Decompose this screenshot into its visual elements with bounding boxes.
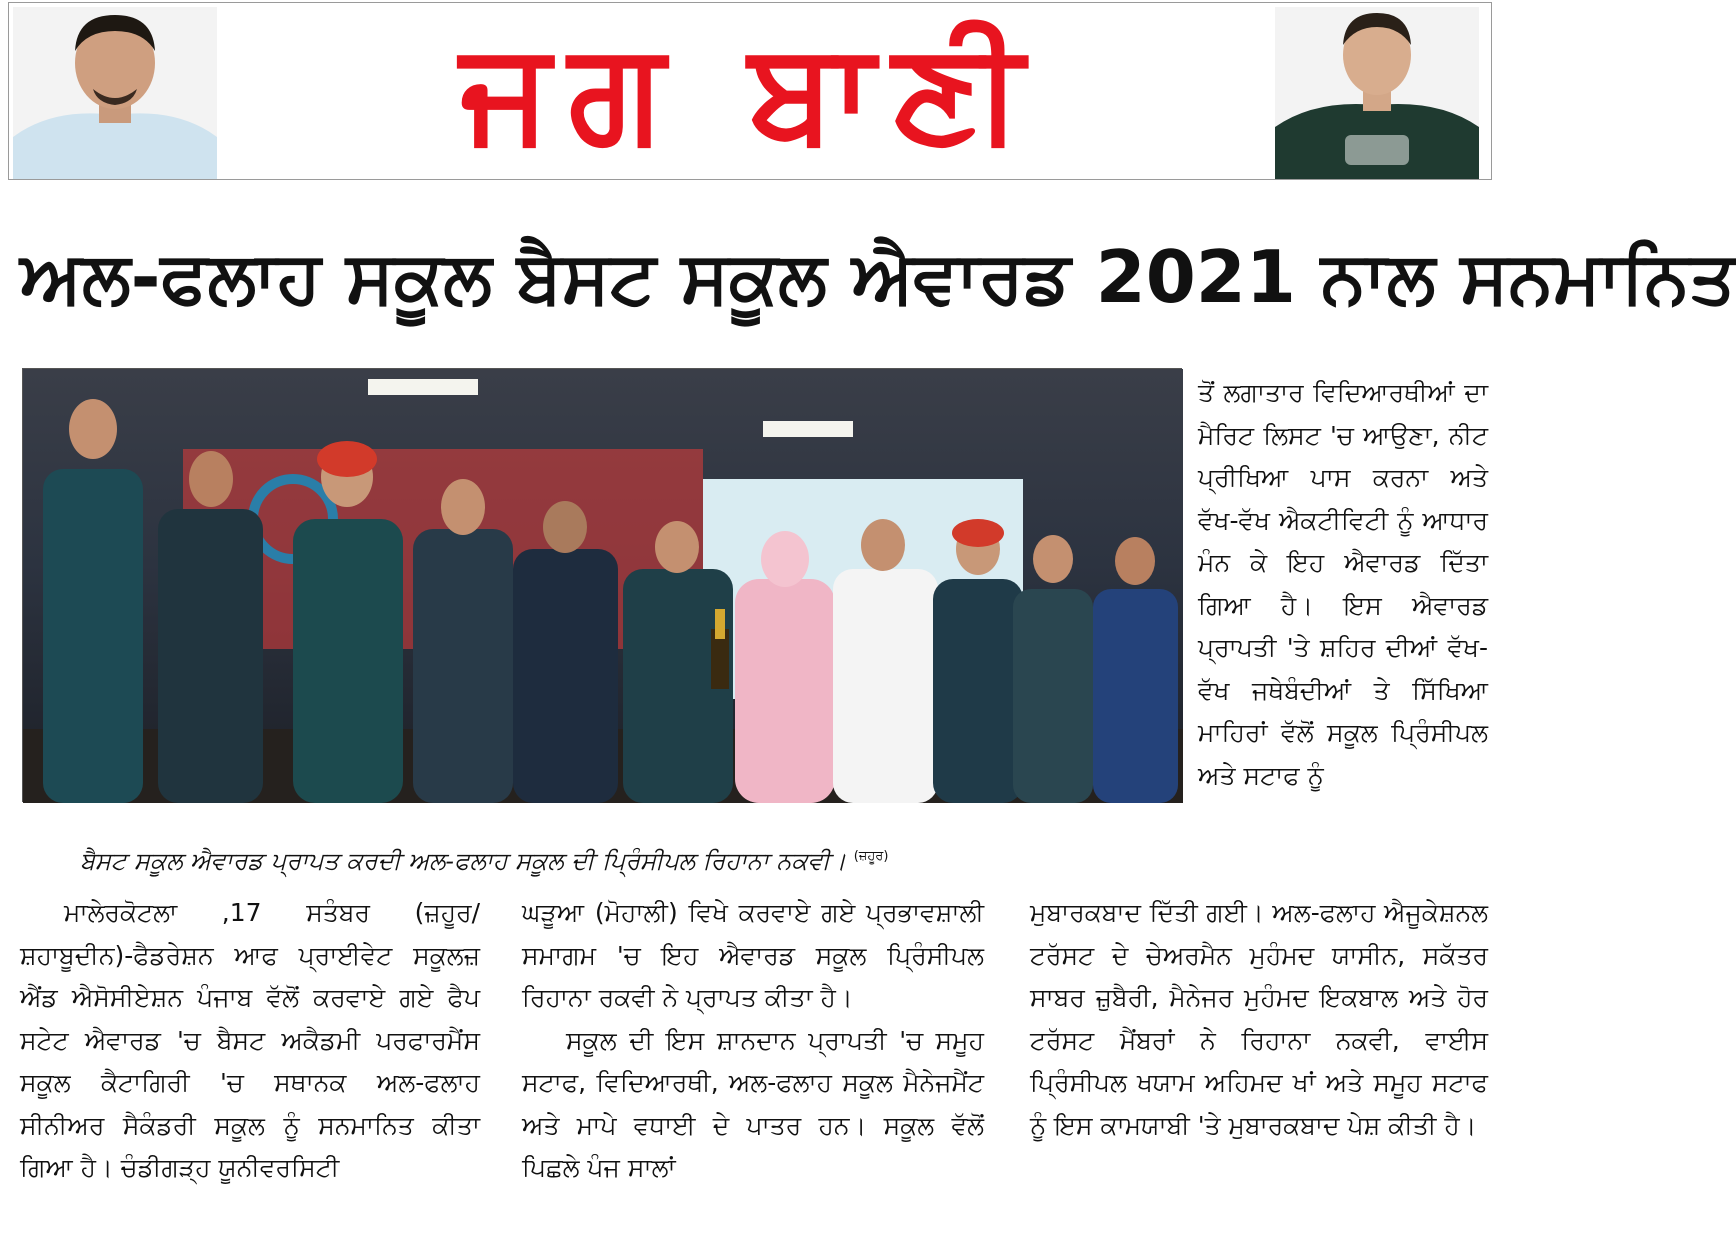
portrait-right	[1275, 7, 1479, 179]
portrait-left	[13, 7, 217, 179]
article-column-1	[20, 892, 480, 1242]
photo-caption	[80, 832, 1170, 882]
caption-text: ਬੈਸਟ ਸਕੂਲ ਐਵਾਰਡ ਪ੍ਰਾਪਤ ਕਰਦੀ ਅਲ-ਫਲਾਹ ਸਕੂਲ ਦੀ ਪ੍ਰਿੰਸੀਪਲ ਰਿਹਾਨਾ ਨਕਵੀ।	[80, 847, 847, 875]
caption-credit: (ਜ਼ਹੂਰ)	[853, 849, 889, 864]
article-paragraph: ਤੋਂ ਲਗਾਤਾਰ ਵਿਦਿਆਰਥੀਆਂ ਦਾ ਮੈਰਿਟ ਲਿਸਟ 'ਚ ਆਉਣਾ, ਨੀਟ ਪ੍ਰੀਖਿਆ ਪਾਸ ਕਰਨਾ ਅਤੇ ਵੱਖ-ਵੱਖ ਐਕਟੀਵਿਟੀ ਨੂੰ ਆਧਾਰ ਮੰਨ ਕੇ ਇਹ ਐਵਾਰਡ ਦਿੱਤਾ ਗਿਆ ਹੈ। ਇਸ ਐਵਾਰਡ ਪ੍ਰਾਪਤੀ 'ਤੇ ਸ਼ਹਿਰ ਦੀਆਂ ਵੱਖ-ਵੱਖ ਜਥੇਬੰਦੀਆਂ ਤੇ ਸਿੱਖਿਆ ਮਾਹਿਰਾਂ ਵੱਲੋਂ ਸਕੂਲ ਪ੍ਰਿੰਸੀਪਲ ਅਤੇ ਸਟਾਫ ਨੂੰ	[1198, 378, 1488, 790]
award-ceremony-photo	[22, 368, 1182, 802]
headline: ਅਲ-ਫਲਾਹ ਸਕੂਲ ਬੈਸਟ ਸਕੂਲ ਐਵਾਰਡ 2021 ਨਾਲ ਸਨਮਾਨਿਤ	[20, 235, 1736, 319]
award-ceremony-image	[23, 369, 1183, 803]
article-column-2	[522, 892, 984, 1242]
masthead	[8, 2, 1492, 180]
article-column-3	[1030, 892, 1488, 1242]
article-column-3-top	[1198, 372, 1488, 892]
article-paragraph: ਮਾਲੇਰਕੋਟਲਾ ,17 ਸਤੰਬਰ (ਜ਼ਹੂਰ/ਸ਼ਹਾਬੂਦੀਨ)-ਫੈਡਰੇਸ਼ਨ ਆਫ ਪ੍ਰਾਈਵੇਟ ਸਕੂਲਜ਼ ਐਂਡ ਐਸੋਸੀਏਸ਼ਨ ਪੰਜਾਬ ਵੱਲੋਂ ਕਰਵਾਏ ਗਏ ਫੈਪ ਸਟੇਟ ਐਵਾਰਡ 'ਚ ਬੈਸਟ ਅਕੈਡਮੀ ਪਰਫਾਰਮੈਂਸ ਸਕੂਲ ਕੈਟਾਗਿਰੀ 'ਚ ਸਥਾਨਕ ਅਲ-ਫਲਾਹ ਸੀਨੀਅਰ ਸੈਕੰਡਰੀ ਸਕੂਲ ਨੂੰ ਸਨਮਾਨਿਤ ਕੀਤਾ ਗਿਆ ਹੈ। ਚੰਡੀਗੜ੍ਹ ਯੂਨੀਵਰਸਿਟੀ	[20, 898, 480, 1182]
portrait-right-photo	[1275, 7, 1479, 179]
masthead-title: ਜਗ ਬਾਣੀ	[460, 11, 1042, 172]
portrait-left-photo	[13, 7, 217, 179]
article-paragraph: ਸਕੂਲ ਦੀ ਇਸ ਸ਼ਾਨਦਾਨ ਪ੍ਰਾਪਤੀ 'ਚ ਸਮੂਹ ਸਟਾਫ, ਵਿਦਿਆਰਥੀ, ਅਲ-ਫਲਾਹ ਸਕੂਲ ਮੈਨੇਜਮੈਂਟ ਅਤੇ ਮਾਪੇ ਵਧਾਈ ਦੇ ਪਾਤਰ ਹਨ। ਸਕੂਲ ਵੱਲੋਂ ਪਿਛਲੇ ਪੰਜ ਸਾਲਾਂ	[522, 1025, 984, 1182]
article-paragraph: ਘੜੂਆ (ਮੋਹਾਲੀ) ਵਿਖੇ ਕਰਵਾਏ ਗਏ ਪ੍ਰਭਾਵਸ਼ਾਲੀ ਸਮਾਗਮ 'ਚ ਇਹ ਐਵਾਰਡ ਸਕੂਲ ਪ੍ਰਿੰਸੀਪਲ ਰਿਹਾਨਾ ਰਕਵੀ ਨੇ ਪ੍ਰਾਪਤ ਕੀਤਾ ਹੈ।	[522, 898, 984, 1012]
article-paragraph: ਮੁਬਾਰਕਬਾਦ ਦਿੱਤੀ ਗਈ। ਅਲ-ਫਲਾਹ ਐਜੂਕੇਸ਼ਨਲ ਟਰੱਸਟ ਦੇ ਚੇਅਰਮੈਨ ਮੁਹੰਮਦ ਯਾਸੀਨ, ਸਕੱਤਰ ਸਾਬਰ ਜ਼ੁਬੈਰੀ, ਮੈਨੇਜਰ ਮੁਹੰਮਦ ਇਕਬਾਲ ਅਤੇ ਹੋਰ ਟਰੱਸਟ ਮੈਂਬਰਾਂ ਨੇ ਰਿਹਾਨਾ ਨਕਵੀ, ਵਾਈਸ ਪ੍ਰਿੰਸੀਪਲ ਖਯਾਮ ਅਹਿਮਦ ਖਾਂ ਅਤੇ ਸਮੂਹ ਸਟਾਫ ਨੂੰ ਇਸ ਕਾਮਯਾਬੀ 'ਤੇ ਮੁਬਾਰਕਬਾਦ ਪੇਸ਼ ਕੀਤੀ ਹੈ।	[1030, 898, 1488, 1140]
